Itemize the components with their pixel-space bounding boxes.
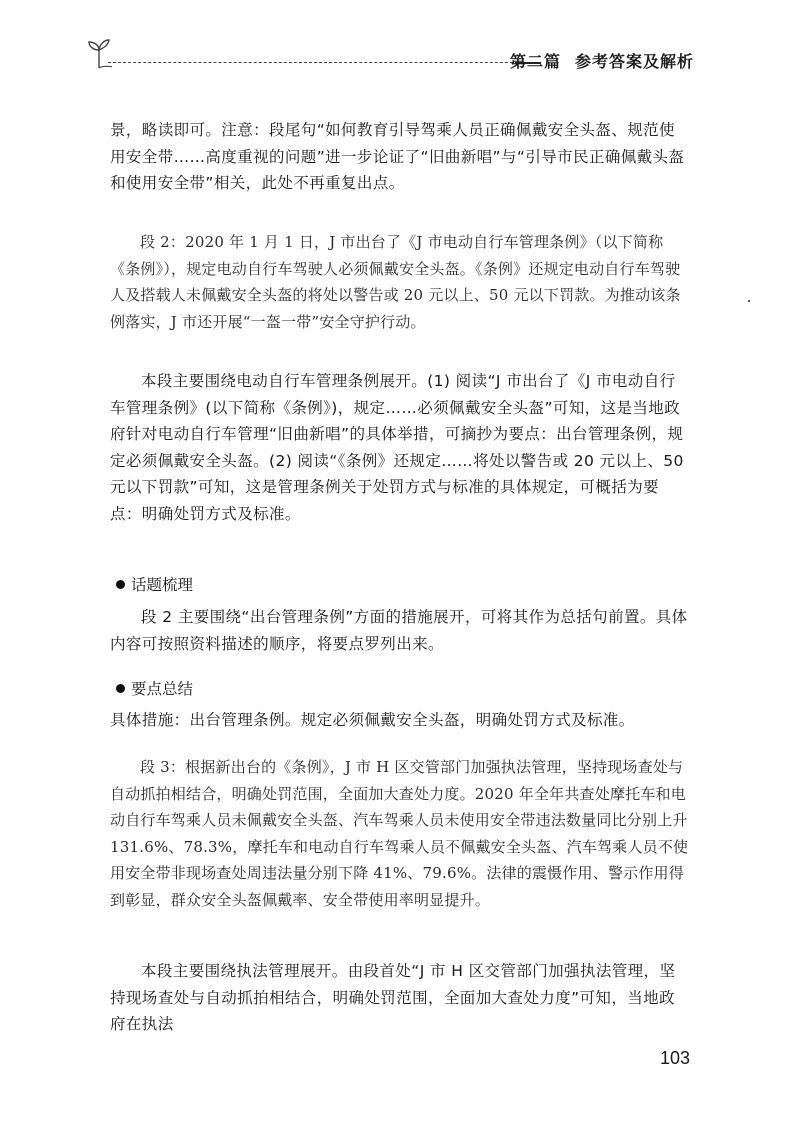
header-part: 第二篇 (509, 52, 561, 71)
bullet-topic (116, 573, 193, 595)
paragraph-2: 段 2：2020 年 1 月 1 日，J 市出台了《J 市电动自行车管理条例》（以下简称《条例》），规定电动自行车驾驶人必须佩戴安全头盔。《条例》还规定电动自行车驾驶人及搭载人未佩戴安全头盔的将处以警告或 20 元以上、50 元以下罚款。为推动该条例落实，J 市还开展“一盔一带”安全守护行动。 (110, 233, 681, 331)
bullet-icon (116, 580, 125, 589)
paragraph-3: 本段主要围绕电动自行车管理条例展开。(1) 阅读“J 市出台了《J 市电动自行车管理条例》(以下简称《条例》)，规定……必须佩戴安全头盔”可知，这是当地政府针对电动自行车管理“旧曲新唱”的具体举措，可摘抄为要点：出台管理条例，规定必须佩戴安全头盔。(2) 阅读“《条例》还规定……将处以警告或 20 元以上、50 元以下罚款”可知，这是管理条例关于处罚方式与标准的具体规定，可概括为要点：明确处罚方式及标准。 (110, 372, 684, 523)
paragraph-5: 具体措施：出台管理条例。规定必须佩戴安全头盔，明确处罚方式及标准。 (110, 711, 635, 729)
paragraph-4: 段 2 主要围绕“出台管理条例”方面的措施展开，可将其作为总括句前置。具体内容可按照资料描述的顺序，将要点罗列出来。 (110, 608, 688, 653)
page-number: 103 (660, 1048, 691, 1068)
margin-mark (748, 300, 750, 302)
sprout-icon (86, 36, 112, 70)
bullet-summary-label: 要点总结 (131, 680, 194, 698)
paragraph-6: 段 3：根据新出台的《条例》，J 市 H 区交管部门加强执法管理，坚持现场查处与自动抓拍相结合，明确处罚范围，全面加大查处力度。2020 年全年共查处摩托车和电动自行车驾乘人员未佩戴安全头盔、汽车驾乘人员未使用安全带违法数量同比分别上升 131.6%、78.3%，摩托车和电动自行车驾乘人员不佩戴安全头盔、汽车驾乘人员不使用安全带非现场查处周违法量分别下降 41%、79.6%。法律的震慑作用、警示作用得到彰显，群众安全头盔佩戴率、安全带使用率明显提升。 (110, 758, 689, 909)
running-header (86, 36, 706, 76)
bullet-topic-label: 话题梳理 (131, 576, 194, 594)
paragraph-1: 景，略读即可。注意：段尾句“如何教育引导驾乘人员正确佩戴安全头盔、规范使用安全带……高度重视的问题”进一步论证了“旧曲新唱”与“引导市民正确佩戴头盔和使用安全带”相关，此处不再重复出点。 (110, 121, 685, 192)
bullet-icon (116, 684, 125, 693)
header-title (510, 49, 694, 72)
paragraph-7: 本段主要围绕执法管理展开。由段首处“J 市 H 区交管部门加强执法管理，坚持现场查处与自动抓拍相结合，明确处罚范围，全面加大查处力度”可知，当地政府在执法 (110, 962, 676, 1033)
bullet-summary (116, 677, 193, 699)
header-section: 参考答案及解析 (574, 52, 694, 71)
header-rule (108, 62, 528, 63)
